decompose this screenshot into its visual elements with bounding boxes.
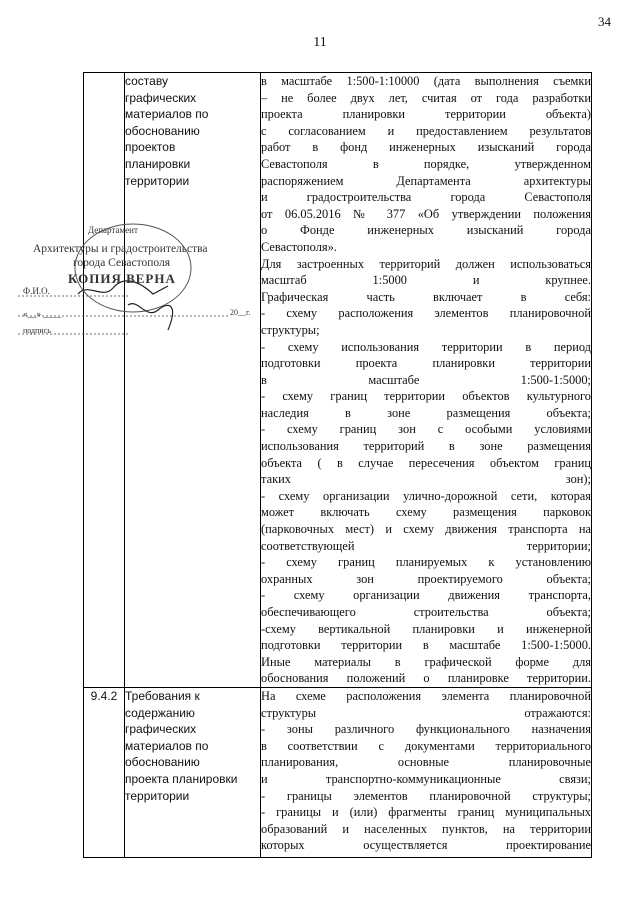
text-line: - схему организации движения транспорта,	[261, 588, 591, 603]
text-line: наследия в зоне размещения объекта;	[261, 405, 591, 420]
text-line: работ в фонд инженерных изысканий города	[261, 140, 591, 155]
text-line: структуры;	[261, 322, 320, 337]
text-line: проекта планировки	[125, 771, 238, 786]
text-line: (парковочных мест) и схему движения транспорта на	[261, 522, 591, 537]
requirement-body	[261, 687, 592, 857]
text-line: проекта планировки территории объекта)	[261, 107, 591, 122]
text-line: использования территорий в зоне размещения	[261, 439, 591, 454]
outer-page-number: 34	[598, 14, 611, 29]
text-line: - границы и (или) фрагменты границ муниципальных	[261, 805, 591, 820]
text-line: от 06.05.2016 № 377 «Об утверждении положения	[261, 206, 591, 221]
text-line: Севастополя».	[261, 239, 337, 254]
text-line: содержанию	[125, 705, 195, 720]
text-line: таких зон);	[261, 472, 591, 487]
text-line: в масштабе 1:500-1:10000 (дата выполнения съемки	[261, 74, 591, 88]
text-line: планирования, основные планировочные	[261, 755, 591, 770]
text-line: проектов	[125, 140, 176, 155]
text-line: материалов по	[125, 738, 209, 753]
text-line: с согласованием и предоставлением результатов	[261, 123, 591, 138]
text-line: материалов по	[125, 107, 209, 122]
row-number: 9.4.2	[84, 687, 125, 857]
text-line: Для застроенных территорий должен использоваться	[261, 256, 591, 271]
table-row	[84, 687, 592, 857]
text-line: образований и населенных пунктов, на территории	[261, 821, 591, 836]
text-line: - схему расположения элементов планировочной	[261, 306, 591, 321]
text-line: в масштабе 1:500-1:5000;	[261, 372, 591, 387]
stamp-text: «__» ____	[23, 309, 62, 319]
text-line: планировки	[125, 156, 191, 171]
text-line: обоснования положений о планировке территории.	[261, 671, 591, 686]
text-line: – не более двух лет, считая от года разработки	[261, 90, 591, 105]
text-line: - схему использования территории в период	[261, 339, 591, 354]
text-line: Иные материалы в графической форме для	[261, 654, 591, 669]
text-line: масштаб 1:5000 и крупнее.	[261, 273, 591, 288]
requirement-body	[261, 73, 592, 688]
text-line: составу	[125, 74, 168, 88]
text-line: -схему вертикальной планировки и инженерной	[261, 621, 591, 636]
text-line: Графическая часть включает в себя:	[261, 289, 591, 304]
text-line: распоряжением Департамента архитектуры	[261, 173, 591, 188]
inner-page-number: 11	[313, 35, 327, 50]
text-line: объекта ( в случае пересечения объектом границ	[261, 455, 591, 470]
stamp-text: 20__г.	[230, 308, 251, 317]
text-line: графических	[125, 90, 197, 105]
text-line: охранных зон проектируемого объекта;	[261, 571, 591, 586]
text-line: - схему границ зон с особыми условиями	[261, 422, 591, 437]
requirements-table	[83, 72, 592, 858]
stamp-text: Архитектуры и градостроительства	[33, 243, 208, 255]
text-line: обоснованию	[125, 123, 200, 138]
text-line: - схему границ территории объектов культурного	[261, 389, 591, 404]
text-line: - схему границ планируемых к установлению	[261, 555, 591, 570]
text-line: Требования к	[125, 688, 200, 703]
text-line: и транспортно-коммуникационные связи;	[261, 771, 591, 786]
row-number	[84, 73, 125, 688]
text-line: структуры отражаются:	[261, 705, 591, 720]
stamp-text: КОПИЯ ВЕРНА	[68, 271, 176, 286]
text-line: Севастополя в порядке, утвержденном	[261, 156, 591, 171]
requirement-name	[125, 687, 261, 857]
text-line: - границы элементов планировочной структуры;	[261, 788, 591, 803]
text-line: территории	[125, 788, 190, 803]
text-line: обоснованию	[125, 755, 200, 770]
text-line: подготовки территории в масштабе 1:500-1:5000.	[261, 638, 591, 653]
requirement-name	[125, 73, 261, 688]
text-line: - зоны различного функционального назначения	[261, 722, 591, 737]
text-line: подготовки проекта планировки территории	[261, 356, 591, 371]
text-line: может включать схему размещения парковок	[261, 505, 591, 520]
stamp-text: города Севастополя	[73, 257, 170, 269]
text-line: территории	[125, 173, 190, 188]
text-line: и градостроительства города Севастополя	[261, 190, 591, 205]
text-line: графических	[125, 722, 197, 737]
stamp-text: Департамент	[88, 225, 138, 235]
text-line: которых осуществляется проектирование	[261, 838, 591, 853]
stamp-text: подпись	[23, 326, 51, 335]
text-line: о Фонде инженерных изысканий города	[261, 223, 591, 238]
table-row	[84, 73, 592, 688]
text-line: в соответствии с документами территориального	[261, 738, 591, 753]
text-line: соответствующей территории;	[261, 538, 591, 553]
text-line: - схему организации улично-дорожной сети, которая	[261, 488, 591, 503]
text-line: На схеме расположения элемента планировочной	[261, 688, 591, 703]
stamp-text: Ф.И.О.	[23, 286, 50, 296]
text-line: обеспечивающего строительства объекта;	[261, 605, 591, 619]
